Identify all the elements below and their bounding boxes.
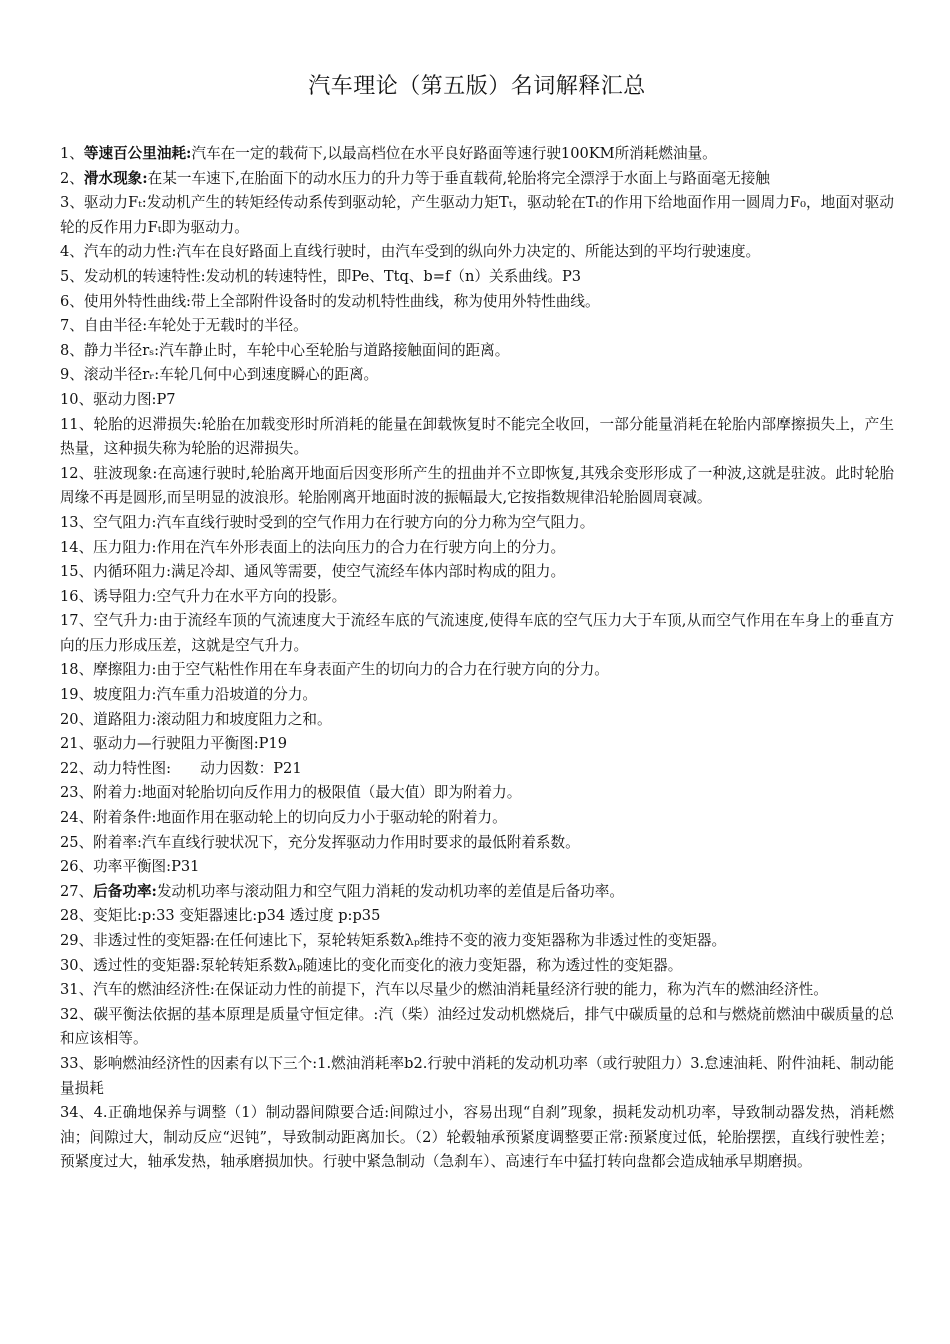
entry-number: 28、 bbox=[60, 907, 94, 925]
entry-definition: 汽（柴）油经过发动机燃烧后，排气中碳质量的总和与燃烧前燃油中碳质量的总和应该相等。 bbox=[60, 1005, 894, 1048]
entry-term: 滑水现象: bbox=[83, 169, 148, 187]
entry-term: 附着条件: bbox=[93, 809, 157, 827]
entry-term: 非透过性的变矩器: bbox=[93, 932, 215, 949]
entry-definition: 汽车直线行驶状况下，充分发挥驱动力作用时要求的最低附着系数。 bbox=[141, 833, 580, 851]
entry-term: 静力半径rₛ: bbox=[83, 341, 160, 359]
entry-number: 30、 bbox=[60, 956, 94, 974]
term-entry bbox=[60, 585, 894, 610]
term-entry bbox=[60, 781, 894, 806]
entry-term: 4.正确地保养与调整 bbox=[93, 1104, 227, 1122]
term-entry bbox=[60, 314, 894, 339]
entry-number: 25、 bbox=[60, 833, 94, 851]
entry-term: 等速百公里油耗: bbox=[83, 145, 192, 162]
entry-definition: 地面作用在驱动轮上的切向反力小于驱动轮的附着力。 bbox=[156, 809, 507, 827]
entry-number: 8、 bbox=[60, 341, 84, 359]
entry-definition: P31 bbox=[171, 858, 200, 876]
entry-definition: 在高速行驶时,轮胎离开地面后因变形所产生的扭曲并不立即恢复,其残余变形形成了一种波,这就是驻波。此时轮胎周缘不再是圆形,而呈明显的波浪形。轮胎刚离开地面时波的振幅最大,它按指数规律沿轮胎圆周衰减。 bbox=[60, 464, 895, 507]
entry-term: 坡度阻力: bbox=[93, 686, 157, 704]
entry-definition: 发动机功率与滚动阻力和空气阻力消耗的发动机功率的差值是后备功率。 bbox=[156, 882, 624, 900]
entry-number: 34、 bbox=[60, 1104, 94, 1122]
entry-definition: p:33 变矩器速比:p34 透过度 p:p35 bbox=[141, 907, 381, 925]
entry-definition: （1）制动器间隙要合适:间隙过小，容易出现“自刹”现象，损耗发动机功率，导致制动器发热，消耗燃油；间隙过大，制动反应“迟钝”，导致制动距离加长。（2）轮毂轴承预紧度调整要正常:预紧度过低，轮胎摆摆，直线行驶性差；预紧度过大，轴承发热，轴承磨损加快。行驶中紧急制动（急刹车）、高速行车中猛打转向盘都会造成轴承早期磨损。 bbox=[60, 1104, 894, 1171]
entry-number: 32、 bbox=[60, 1005, 94, 1023]
entry-term: 空气升力: bbox=[93, 612, 158, 630]
entry-number: 11、 bbox=[60, 415, 94, 433]
entry-number: 33、 bbox=[60, 1054, 94, 1072]
entry-term: 汽车的动力性: bbox=[83, 243, 177, 261]
term-entry bbox=[60, 806, 894, 831]
term-entry bbox=[60, 511, 894, 536]
entry-term: 碳平衡法依据的基本原理是质量守恒定律。: bbox=[93, 1005, 379, 1023]
entry-number: 17、 bbox=[60, 612, 94, 630]
entry-term: 驻波现象: bbox=[93, 464, 158, 482]
term-entry bbox=[60, 339, 894, 364]
entry-number: 15、 bbox=[60, 563, 94, 581]
term-entry bbox=[60, 413, 894, 462]
entry-definition: 汽车直线行驶时受到的空气作用力在行驶方向的分力称为空气阻力。 bbox=[156, 513, 595, 531]
entry-term: 发动机的转速特性: bbox=[83, 267, 206, 285]
entry-number: 22、 bbox=[60, 759, 94, 777]
term-entry bbox=[60, 683, 894, 708]
term-entry bbox=[60, 732, 894, 757]
entry-term: 摩擦阻力: bbox=[93, 661, 157, 679]
term-entry bbox=[60, 265, 894, 290]
term-entry bbox=[60, 142, 894, 167]
entry-number: 3、 bbox=[60, 194, 85, 212]
entry-definition: 满足冷却、通风等需要，使空气流经车体内部时构成的阻力。 bbox=[171, 563, 566, 581]
entry-term: 附着力: bbox=[93, 784, 142, 802]
entry-definition: 作用在汽车外形表面上的法向压力的合力在行驶方向上的分力。 bbox=[156, 538, 566, 556]
term-entry bbox=[60, 954, 894, 979]
entry-term: 变矩比: bbox=[93, 907, 142, 925]
term-entry bbox=[60, 1101, 894, 1175]
entry-definition: P7 bbox=[156, 390, 176, 408]
entry-definition: 由于空气粘性作用在车身表面产生的切向力的合力在行驶方向的分力。 bbox=[156, 661, 609, 679]
term-entry bbox=[60, 388, 894, 413]
term-entry bbox=[60, 978, 894, 1003]
term-entry bbox=[60, 929, 894, 954]
term-entry bbox=[60, 757, 894, 782]
entry-number: 13、 bbox=[60, 513, 94, 531]
term-entry bbox=[60, 191, 894, 240]
entry-number: 12、 bbox=[60, 464, 94, 482]
term-entry bbox=[60, 904, 894, 929]
entry-number: 4、 bbox=[60, 243, 84, 261]
entry-number: 1、 bbox=[60, 145, 84, 162]
entry-definition: 空气升力在水平方向的投影。 bbox=[156, 587, 347, 605]
entry-term: 附着率: bbox=[93, 833, 142, 851]
entry-definition: 发动机的转速特性，即Pe、Ttq、b=f（n）关系曲线。P3 bbox=[205, 267, 582, 285]
entry-number: 6、 bbox=[60, 292, 84, 310]
entry-term: 驱动力Fₜ: bbox=[84, 194, 147, 212]
entry-definition: 汽车重力沿坡道的分力。 bbox=[156, 686, 318, 704]
entry-definition: 动力因数：P21 bbox=[171, 759, 302, 777]
entry-term: 功率平衡图: bbox=[93, 858, 172, 876]
entry-number: 29、 bbox=[60, 932, 94, 949]
entry-definition: 汽车静止时，车轮中心至轮胎与道路接触面间的距离。 bbox=[159, 341, 510, 359]
entry-definition: 发动机产生的转矩经传动系传到驱动轮，产生驱动力矩Tₜ，驱动轮在Tₜ的作用下给地面作用一圆周力F₀，地面对驱动轮的反作用力Fₜ即为驱动力。 bbox=[60, 194, 894, 236]
entry-definition: 1.燃油消耗率b2.行驶中消耗的发动机功率（或行驶阻力）3.怠速油耗、附件油耗、制动能量损耗 bbox=[60, 1054, 894, 1097]
entry-number: 21、 bbox=[60, 735, 94, 753]
term-entry bbox=[60, 363, 894, 388]
entry-term: 自由半径: bbox=[83, 317, 148, 335]
entry-definition: 在某一车速下,在胎面下的动水压力的升力等于垂直载荷,轮胎将完全漂浮于水面上与路面毫无接触 bbox=[147, 169, 770, 187]
entry-definition: 地面对轮胎切向反作用力的极限值（最大值）即为附着力。 bbox=[141, 784, 522, 802]
entry-definition: 车轮处于无载时的半径。 bbox=[147, 317, 308, 335]
term-entry bbox=[60, 536, 894, 561]
term-entry bbox=[60, 880, 894, 905]
entry-term: 压力阻力: bbox=[93, 538, 157, 556]
entry-term: 使用外特性曲线: bbox=[83, 292, 191, 310]
term-entry bbox=[60, 855, 894, 880]
entry-number: 9、 bbox=[60, 366, 84, 384]
term-entry bbox=[60, 831, 894, 856]
document-title: 汽车理论（第五版）名词解释汇总 bbox=[308, 74, 646, 99]
term-entry bbox=[60, 708, 894, 733]
term-entry bbox=[60, 560, 894, 585]
entry-definition: 由于流经车顶的气流速度大于流经车底的气流速度,使得车底的空气压力大于车顶,从而空气作用在车身上的垂直方向的压力形成压差，这就是空气升力。 bbox=[60, 612, 894, 654]
entry-term: 驱动力图: bbox=[93, 390, 157, 408]
entry-definition: 汽车在一定的载荷下,以最高档位在水平良好路面等速行驶100KM所消耗燃油量。 bbox=[191, 145, 717, 162]
entry-term: 道路阻力: bbox=[93, 710, 157, 728]
entry-definition: 轮胎在加载变形时所消耗的能量在卸载恢复时不能完全收回，一部分能量消耗在轮胎内部摩擦损失上，产生热量，这种损失称为轮胎的迟滞损失。 bbox=[60, 415, 894, 458]
entry-term: 空气阻力: bbox=[93, 513, 157, 531]
entry-definition: 在保证动力性的前提下，汽车以尽量少的燃油消耗量经济行驶的能力，称为汽车的燃油经济性。 bbox=[214, 981, 828, 999]
entry-number: 31、 bbox=[60, 981, 94, 999]
entry-term: 轮胎的迟滞损失: bbox=[93, 415, 202, 433]
entry-number: 26、 bbox=[60, 858, 94, 876]
term-entry bbox=[60, 462, 894, 511]
term-entry bbox=[60, 658, 894, 683]
term-entry bbox=[60, 290, 894, 315]
entry-number: 27、 bbox=[60, 882, 94, 900]
entry-term: 驱动力—行驶阻力平衡图: bbox=[93, 735, 259, 753]
entry-number: 2、 bbox=[60, 169, 84, 187]
entry-number: 16、 bbox=[60, 587, 94, 605]
entry-number: 5、 bbox=[60, 267, 84, 285]
entry-term: 后备功率: bbox=[93, 882, 157, 900]
entry-term: 动力特性图: bbox=[93, 759, 172, 777]
entry-term: 汽车的燃油经济性: bbox=[93, 981, 215, 999]
entry-definition: 泵轮转矩系数λₚ随速比的变化而变化的液力变矩器，称为透过性的变矩器。 bbox=[200, 956, 683, 974]
entry-number: 19、 bbox=[60, 686, 94, 704]
entry-number: 20、 bbox=[60, 710, 94, 728]
term-list bbox=[60, 142, 894, 1175]
term-entry bbox=[60, 167, 894, 192]
term-entry bbox=[60, 1003, 894, 1052]
entry-number: 23、 bbox=[60, 784, 94, 802]
entry-definition: 汽车在良好路面上直线行驶时，由汽车受到的纵向外力决定的、所能达到的平均行驶速度。 bbox=[176, 243, 761, 261]
entry-number: 18、 bbox=[60, 661, 94, 679]
term-entry bbox=[60, 240, 894, 265]
term-entry bbox=[60, 609, 894, 658]
entry-number: 24、 bbox=[60, 809, 94, 827]
entry-definition: 滚动阻力和坡度阻力之和。 bbox=[156, 710, 332, 728]
entry-definition: 带上全部附件设备时的发动机特性曲线，称为使用外特性曲线。 bbox=[190, 292, 600, 310]
entry-definition: 在任何速比下，泵轮转矩系数λₚ维持不变的液力变矩器称为非透过性的变矩器。 bbox=[214, 932, 727, 949]
entry-definition: P19 bbox=[258, 735, 288, 753]
term-entry bbox=[60, 1052, 894, 1101]
entry-term: 内循环阻力: bbox=[93, 563, 172, 581]
entry-term: 透过性的变矩器: bbox=[93, 956, 201, 974]
entry-number: 14、 bbox=[60, 538, 94, 556]
entry-number: 10、 bbox=[60, 390, 94, 408]
entry-term: 滚动半径rᵣ: bbox=[83, 366, 160, 384]
entry-term: 诱导阻力: bbox=[93, 587, 157, 605]
entry-term: 影响燃油经济性的因素有以下三个: bbox=[93, 1054, 318, 1072]
entry-number: 7、 bbox=[60, 317, 84, 335]
entry-definition: 车轮几何中心到速度瞬心的距离。 bbox=[159, 366, 379, 384]
